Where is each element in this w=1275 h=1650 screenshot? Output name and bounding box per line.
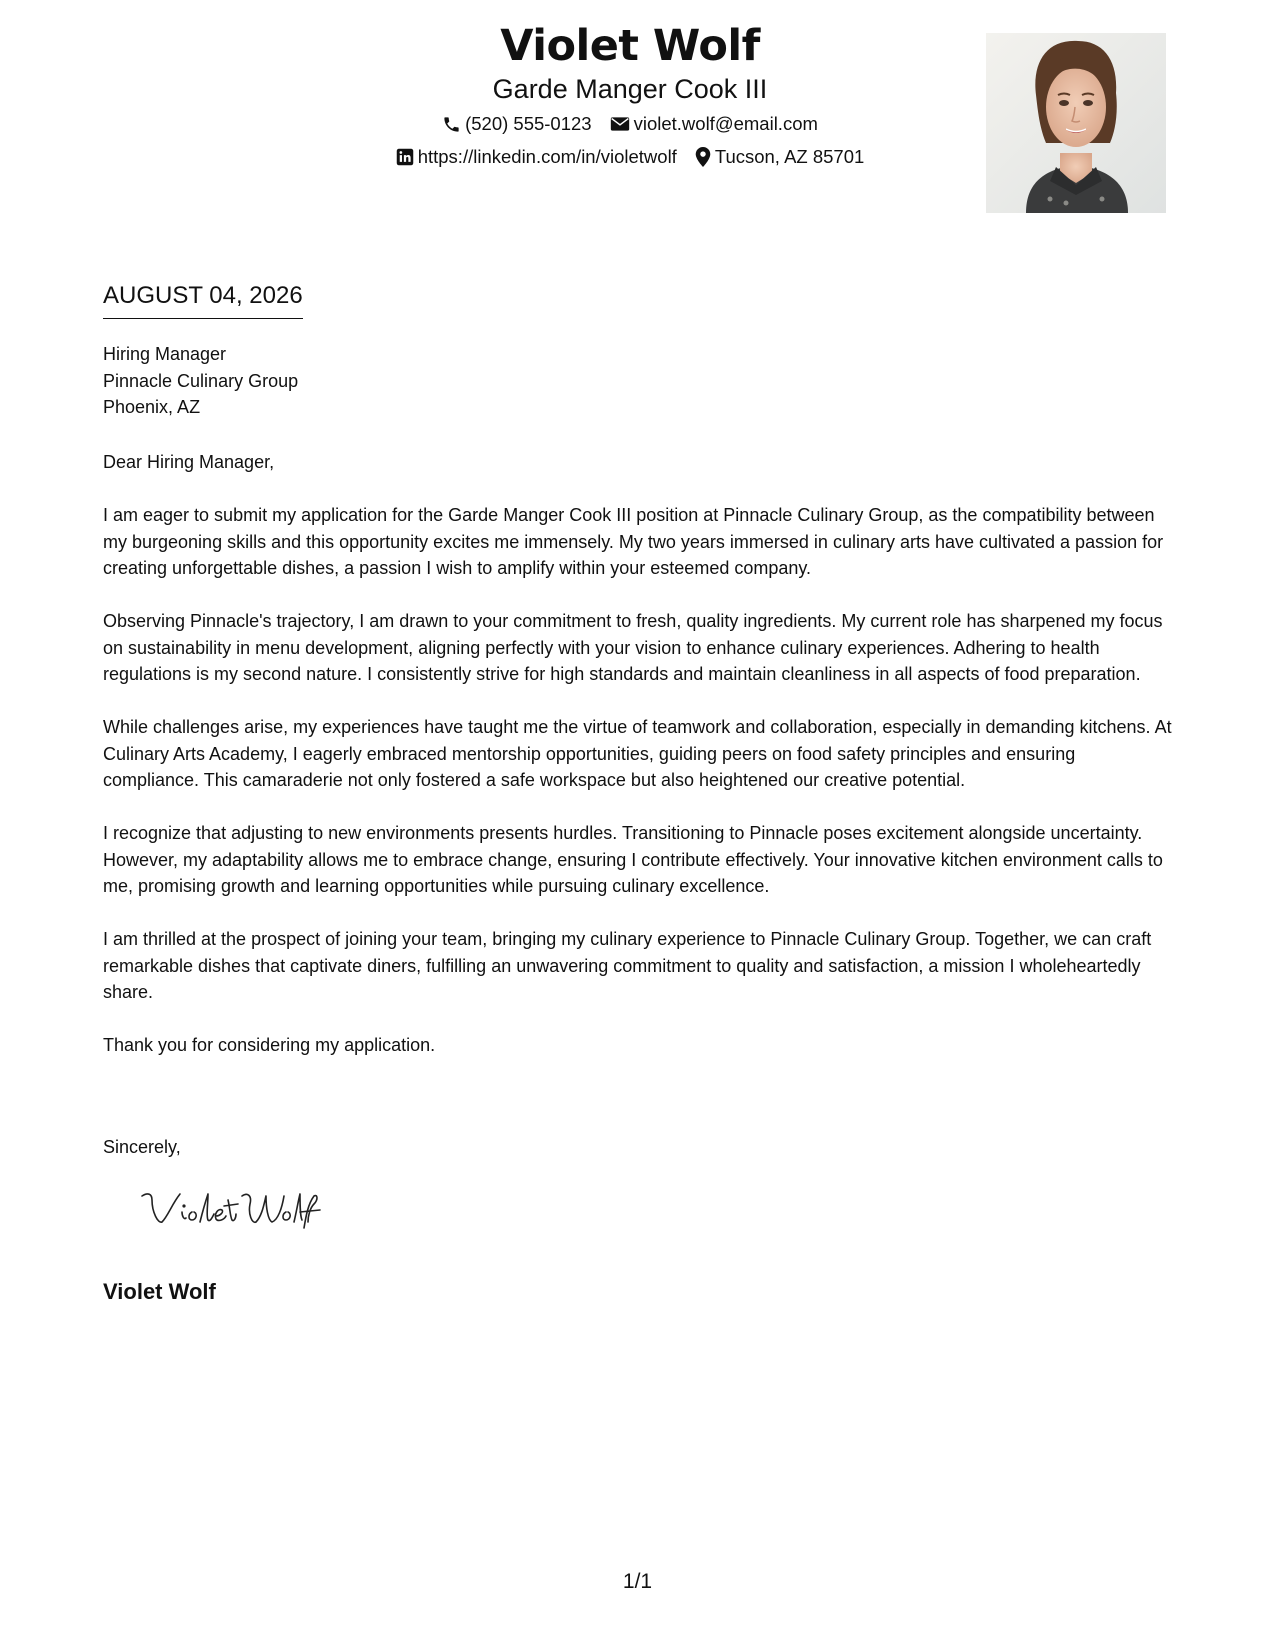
closing-line: Sincerely, xyxy=(103,1137,181,1157)
envelope-icon xyxy=(610,116,630,132)
recipient-location: Phoenix, AZ xyxy=(103,397,201,417)
salutation: Dear Hiring Manager, xyxy=(103,452,275,472)
linkedin-icon xyxy=(396,148,414,166)
contact-location xyxy=(695,145,864,169)
handwritten-signature xyxy=(138,1186,328,1236)
contact-phone xyxy=(442,112,592,136)
profile-photo xyxy=(986,33,1166,213)
body-paragraph: I recognize that adjusting to new environments presents hurdles. Transitioning to Pinnacle poses excitement alongside uncertainty. However, my adaptability allows me to embrace change, ensuring I contribute effectively. Your innovative kitchen environment calls to me, promising growth and learning opportunities while pursuing culinary excellence. xyxy=(103,823,1163,896)
body-paragraph: I am eager to submit my application for the Garde Manger Cook III position at Pinnacle Culinary Group, as the compatibility between my burgeoning skills and this opportunity excites me immensely. My two years immersed in culinary arts have cultivated a passion for creating unforgettable dishes, a passion I wish to amplify within your esteemed company. xyxy=(103,505,1164,578)
body-paragraph: I am thrilled at the prospect of joining your team, bringing my culinary experience to Pinnacle Culinary Group. Together, we can craft remarkable dishes that captivate diners, fulfilling an unwavering commitment to quality and satisfaction, a mission I wholeheartedly share. xyxy=(103,929,1152,1002)
thanks-line: Thank you for considering my application. xyxy=(103,1035,436,1055)
phone-icon xyxy=(442,115,461,134)
map-pin-icon xyxy=(695,147,711,167)
page-number: 1/1 xyxy=(622,1570,653,1593)
letter-date: AUGUST 04, 2026 xyxy=(103,280,303,319)
recipient-company: Pinnacle Culinary Group xyxy=(103,370,299,391)
location-text: Tucson, AZ 85701 xyxy=(714,146,865,167)
signer-name: Violet Wolf xyxy=(103,1279,216,1304)
phone-number[interactable]: (520) 555-0123 xyxy=(465,113,592,134)
contact-email xyxy=(610,112,818,136)
recipient-title: Hiring Manager xyxy=(103,344,227,364)
body-paragraph: Observing Pinnacle's trajectory, I am drawn to your commitment to fresh, quality ingredients. My current role has sharpened my focus on sustainability in menu development, aligning perfectly with your vision to enhance culinary experiences. Adhering to health regulations is my second nature. I consistently strive for high standards and maintain cleanliness in all aspects of food preparation. xyxy=(103,611,1163,684)
recipient-block xyxy=(103,341,298,421)
email-address[interactable]: violet.wolf@email.com xyxy=(633,113,818,134)
body-paragraph: While challenges arise, my experiences have taught me the virtue of teamwork and collaboration, especially in demanding kitchens. At Culinary Arts Academy, I eagerly embraced mentorship opportunities, guiding peers on food safety principles and ensuring compliance. This camaraderie not only fostered a safe workspace but also heightened our creative potential. xyxy=(103,717,1172,790)
letter-body xyxy=(103,449,1173,1059)
applicant-name: Violet Wolf xyxy=(500,21,760,71)
linkedin-url[interactable]: https://linkedin.com/in/violetwolf xyxy=(417,146,677,167)
contact-linkedin xyxy=(396,145,677,169)
job-title: Garde Manger Cook III xyxy=(492,74,768,104)
